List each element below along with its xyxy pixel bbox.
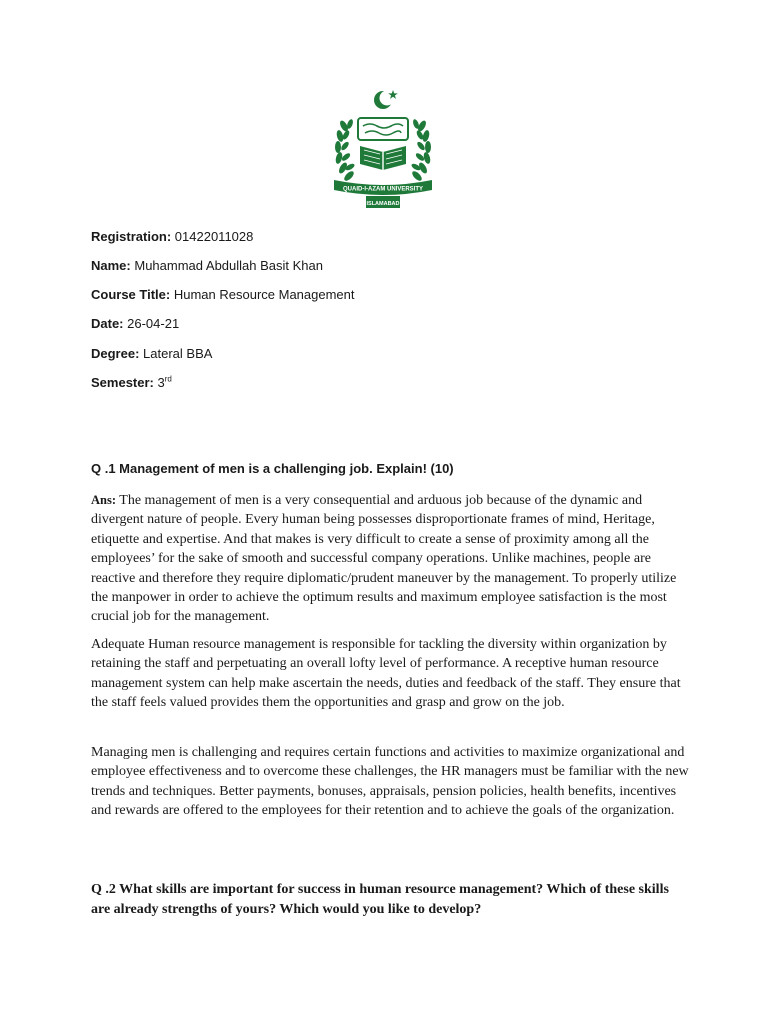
semester-label: Semester: [91, 375, 154, 390]
q1-paragraph-1-text: The management of men is a very consequential and arduous job because of the dynamic and divergent nature of people. Every human being possesses disproportionate frames of mind, Heritage, etiquette and expertise. And that makes is very difficult to create a sense of proximity among all the employees’ for the sake of smooth and successful company operations. Unlike machines, people are reactive and therefore they require diplomatic/prudent maneuver by the management. To properly utilize the manpower in order to achieve the optimum results and maximum employee satisfaction is the most crucial job for the management. [91, 493, 677, 625]
name-value: Muhammad Abdullah Basit Khan [134, 258, 323, 273]
university-city-text: ISLAMABAD [366, 201, 400, 207]
course-title-value: Human Resource Management [173, 287, 355, 302]
date-field [91, 316, 179, 331]
registration-value: 01422011028 [174, 229, 254, 244]
course-title-label: Course Title: [91, 287, 171, 302]
registration-field [91, 229, 253, 244]
q1-paragraph-2: Adequate Human resource management is responsible for tackling the diversity within organization by retaining the staff and perpetuating an overall lofty level of performance. A receptive human resource management system can help make ascertain the needs, duties and feedback of the staff. They ensure that the staff feels valued provides them the opportunities and grasp and grow on the job. [91, 637, 681, 711]
name-field [91, 258, 323, 273]
degree-label: Degree: [91, 346, 140, 361]
university-seal-logo [330, 86, 436, 212]
question-1-title: Q .1 Management of men is a challenging job. Explain! (10) [91, 461, 454, 476]
date-value: 26-04-21 [127, 316, 180, 331]
registration-label: Registration: [91, 229, 172, 244]
course-title-field [91, 287, 355, 302]
degree-field [91, 346, 212, 361]
answer-label: Ans: [91, 493, 117, 507]
q1-paragraph-3: Managing men is challenging and requires certain functions and activities to maximize organizational and employee effectiveness and to overcome these challenges, the HR managers must be familiar with the new trends and techniques. Better payments, bonuses, appraisals, pension policies, health benefits, incentives and rewards are offered to the employees for their retention and to achieve the goals of the organization. [91, 745, 689, 819]
q1-paragraph-1 [91, 491, 691, 627]
semester-value: 3 [157, 375, 165, 390]
date-label: Date: [91, 316, 124, 331]
name-label: Name: [91, 258, 131, 273]
university-name-text: QUAID-I-AZAM UNIVERSITY [343, 186, 423, 193]
degree-value: Lateral BBA [143, 346, 213, 361]
question-2-title: Q .2 What skills are important for success in human resource management? Which of these skills are already strengths of yours? Which would you like to develop? [91, 882, 669, 917]
semester-field [91, 375, 172, 390]
semester-suffix: rd [164, 374, 172, 384]
